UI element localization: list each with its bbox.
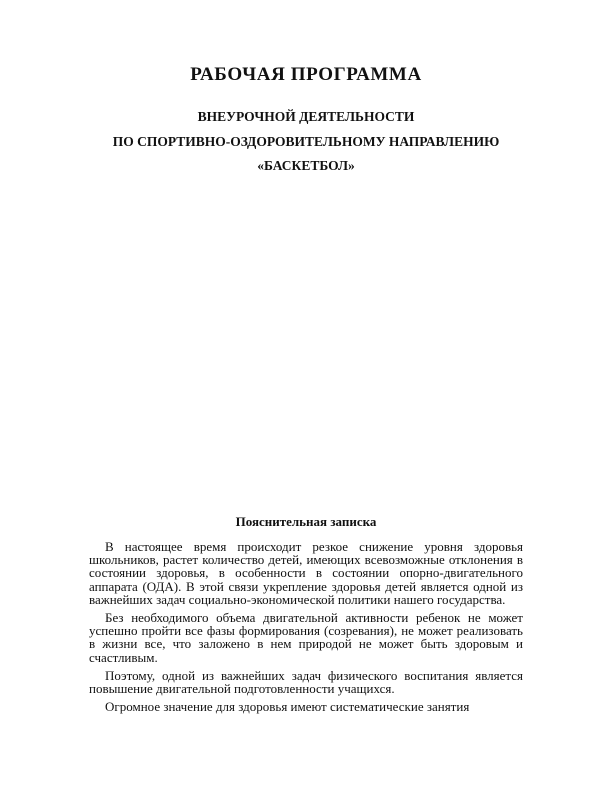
paragraph: В настоящее время происходит резкое снижение уровня здоровья школьников, растет количество детей, имеющих всевозможные отклонения в состоянии здоровья, в особенности в состоянии опорно-двигательного аппарата (ОДА). В этой связи укрепление здоровья детей является одной из важнейших задач социально-экономической политики нашего государства. (89, 539, 523, 607)
paragraph: Поэтому, одной из важнейших задач физического воспитания является повышение двигательной подготовленности учащихся. (89, 667, 523, 697)
subtitle-line-3: «БАСКЕТБОЛ» (257, 158, 355, 173)
section-heading: Пояснительная записка (235, 514, 377, 529)
body-text (89, 540, 523, 718)
paragraph: Без необходимого объема двигательной активности ребенок не может успешно пройти все фазы формирования (созревания), не может реализовать в жизни все, что заложено в нем природой не может быть здоровым и счастливым. (89, 610, 523, 665)
document-title: РАБОЧАЯ ПРОГРАММА (190, 64, 422, 85)
subtitle-line-1: ВНЕУРОЧНОЙ ДЕЯТЕЛЬНОСТИ (197, 109, 415, 124)
paragraph: Огромное значение для здоровья имеют систематические занятия (105, 699, 470, 715)
subtitle-line-2: ПО СПОРТИВНО-ОЗДОРОВИТЕЛЬНОМУ НАПРАВЛЕНИЮ (112, 134, 500, 149)
